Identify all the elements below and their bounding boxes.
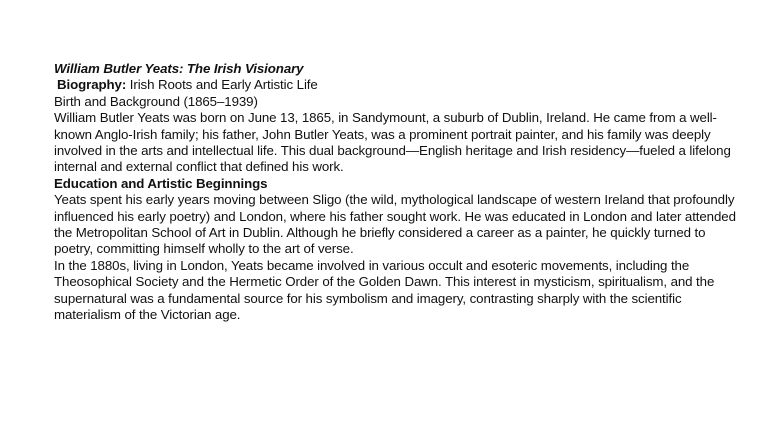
document-subtitle: [54, 77, 744, 93]
subtitle-rest: Irish Roots and Early Artistic Life: [126, 77, 318, 93]
subtitle-lead: Biography:: [57, 77, 127, 93]
document-body: [54, 61, 744, 324]
paragraph-birth: William Butler Yeats was born on June 13, 1865, in Sandymount, a suburb of Dublin, Ireland. He came from a well-known Anglo-Irish family; his father, John Butler Yeats, was a prominent portrait painter, and his family was deeply involved in the arts and intellectual life. This dual background—English heritage and Irish residency—fueled a lifelong internal and external conflict that defined his work.: [54, 110, 731, 175]
section-heading-education: Education and Artistic Beginnings: [54, 175, 268, 191]
paragraph-occult: In the 1880s, living in London, Yeats became involved in various occult and esoteric movements, including the Theosophical Society and the Hermetic Order of the Golden Dawn. This interest in mysticism, spiritualism, and the supernatural was a fundamental source for his symbolism and imagery, contrasting sharply with the scientific materialism of the Victorian age.: [54, 257, 715, 323]
document-title: William Butler Yeats: The Irish Visionary: [54, 61, 304, 76]
paragraph-education: Yeats spent his early years moving between Sligo (the wild, mythological landscape of western Ireland that profoundly influenced his early poetry) and London, where his father sought work. He was educated in London and later attended the Metropolitan School of Art in Dublin. Although he briefly considered a career as a painter, he quickly turned to poetry, committing himself wholly to the art of verse.: [54, 192, 736, 257]
section-heading-birth: Birth and Background (1865–1939): [54, 93, 258, 109]
